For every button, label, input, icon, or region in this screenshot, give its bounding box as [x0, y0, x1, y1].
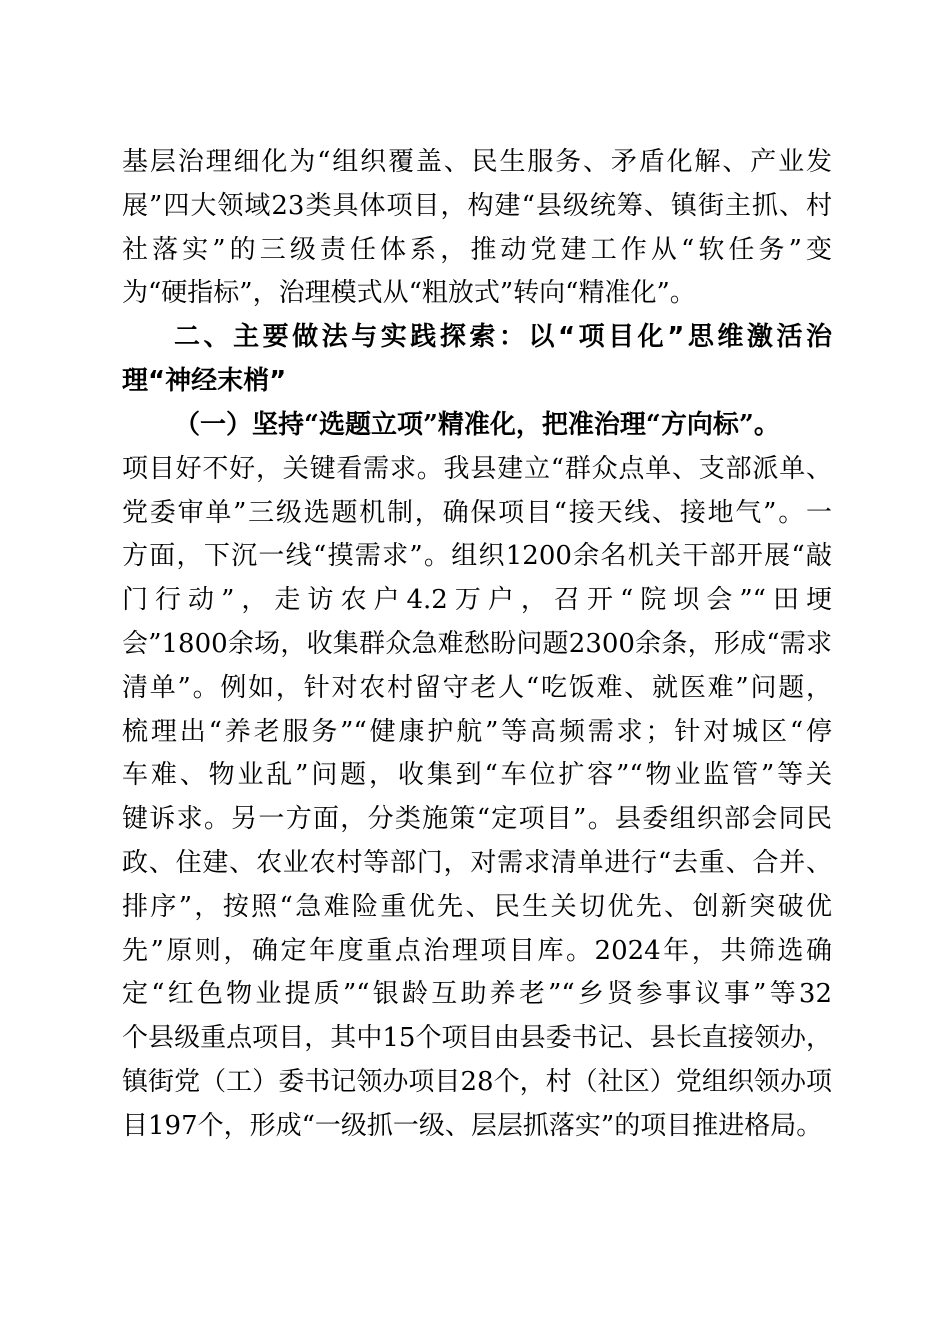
- paragraph-line: 定“红色物业提质”“银龄互助养老”“乡贤参事议事”等32: [122, 979, 832, 1010]
- paragraph-line: 党委审单”三级选题机制，确保项目“接天线、接地气”。一: [122, 497, 832, 528]
- paragraph-line: 展”四大领域23类具体项目，构建“县级统筹、镇街主抓、村: [122, 190, 832, 221]
- paragraph-line: 先”原则，确定年度重点治理项目库。2024年，共筛选确: [122, 935, 832, 966]
- paragraph-line: 为“硬指标”，治理模式从“粗放式”转向“精准化”。: [122, 278, 696, 309]
- paragraph-line: 方面，下沉一线“摸需求”。组织1200余名机关干部开展“敲: [122, 541, 832, 572]
- paragraph-line: 排序”，按照“急难险重优先、民生关切优先、创新突破优: [122, 891, 832, 922]
- subsection-title: （一）坚持“选题立项”精准化，把准治理“方向标”。: [174, 410, 780, 440]
- paragraph-line: 目197个，形成“一级抓一级、层层抓落实”的项目推进格局。: [122, 1110, 823, 1141]
- paragraph-line: 项目好不好，关键看需求。我县建立“群众点单、支部派单、: [122, 453, 832, 484]
- paragraph-line: 基层治理细化为“组织覆盖、民生服务、矛盾化解、产业发: [122, 147, 832, 177]
- paragraph-line: 会”1800余场，收集群众急难愁盼问题2300余条，形成“需求: [122, 628, 832, 659]
- paragraph-line: 镇街党（工）委书记领办项目28个，村（社区）党组织领办项: [122, 1066, 832, 1097]
- paragraph-line: 清单”。例如，针对农村留守老人“吃饭难、就医难”问题，: [122, 672, 832, 703]
- subsection-paragraph: [122, 404, 832, 1149]
- heading-line: 理“神经末梢”: [122, 365, 287, 396]
- paragraph-line: 键诉求。另一方面，分类施策“定项目”。县委组织部会同民: [122, 804, 832, 835]
- section-heading: [122, 316, 832, 404]
- paragraph-line: 社落实”的三级责任体系，推动党建工作从“软任务”变: [122, 234, 832, 265]
- paragraph-line: 车难、物业乱”问题，收集到“车位扩容”“物业监管”等关: [122, 760, 832, 791]
- heading-line: 二、主要做法与实践探索：以“项目化”思维激活治: [174, 322, 832, 352]
- paragraph-line: 个县级重点项目，其中15个项目由县委书记、县长直接领办，: [122, 1023, 832, 1054]
- paragraph-line: 政、住建、农业农村等部门，对需求清单进行“去重、合并、: [122, 847, 832, 878]
- continuation-paragraph: [122, 141, 832, 316]
- paragraph-line: 门行动”，走访农户4.2万户，召开“院坝会”“田埂: [122, 585, 832, 616]
- paragraph-line: 梳理出“养老服务”“健康护航”等高频需求；针对城区“停: [122, 716, 832, 747]
